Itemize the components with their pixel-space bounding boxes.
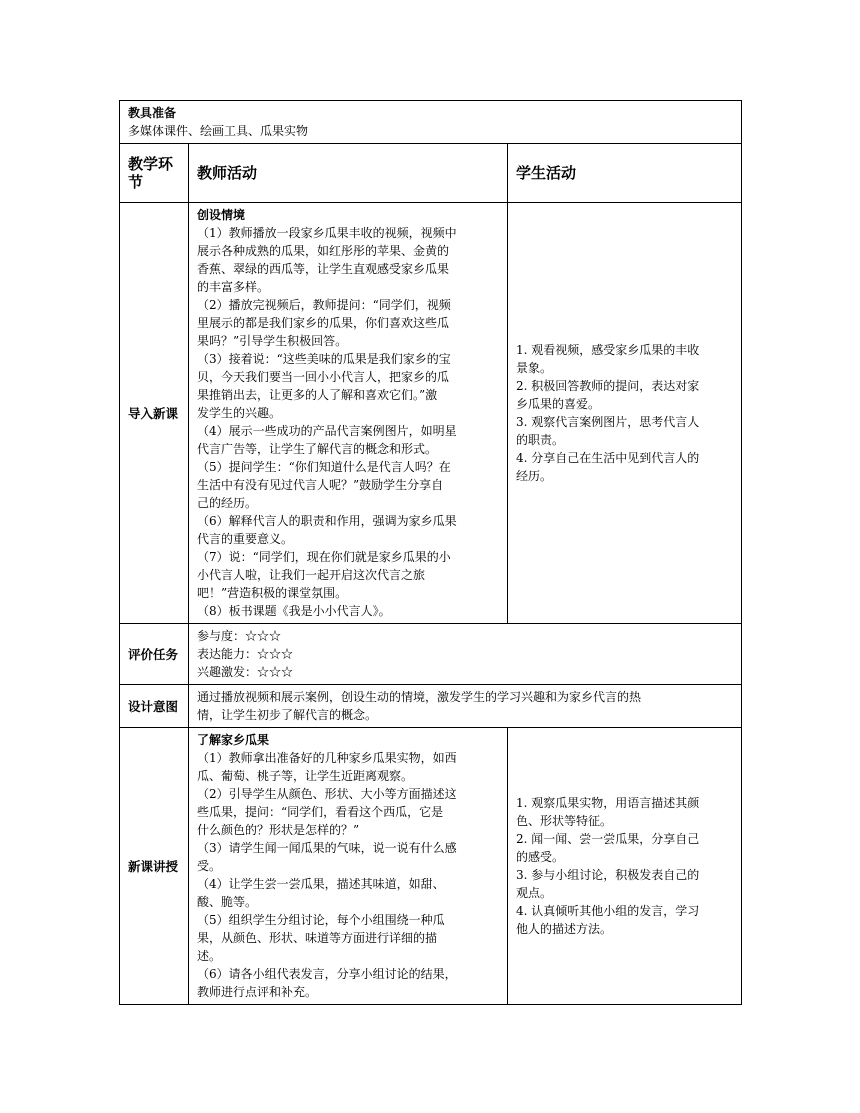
newlesson-label: 新课讲授 (120, 728, 189, 1005)
text-line: 香蕉、翠绿的西瓜等，让学生直观感受家乡瓜果 (197, 262, 450, 276)
text-line: （5）组织学生分组讨论，每个小组围绕一种瓜 (197, 913, 445, 927)
design-row (120, 685, 742, 728)
newlesson-row (120, 728, 742, 1005)
text-line: 乡瓜果的喜爱。 (516, 397, 601, 411)
text-line: 情，让学生初步了解代言的概念。 (197, 708, 378, 722)
lesson-plan-table (119, 100, 742, 1005)
text-line: 酸、脆等。 (197, 895, 258, 909)
text-line: 些瓜果，提问：“同学们，看看这个西瓜，它是 (197, 805, 444, 819)
text-line: 他人的描述方法。 (516, 922, 613, 936)
text-line: 述。 (197, 949, 222, 963)
eval-item: 兴趣激发：☆☆☆ (197, 665, 294, 679)
text-line: （5）提问学生：“你们知道什么是代言人吗？在 (197, 460, 451, 474)
prep-row (120, 101, 742, 144)
text-line: （1）教师播放一段家乡瓜果丰收的视频，视频中 (197, 226, 457, 240)
design-text (197, 688, 733, 724)
eval-item: 表达能力：☆☆☆ (197, 647, 294, 661)
text-line: 什么颜色的？形状是怎样的？” (197, 823, 360, 837)
text-line: 贝，今天我们要当一回小小代言人，把家乡的瓜 (197, 370, 450, 384)
header-student: 学生活动 (508, 144, 742, 203)
text-line: 的丰富多样。 (197, 280, 270, 294)
text-line: 的感受。 (516, 850, 565, 864)
text-line: 经历。 (516, 469, 553, 483)
text-line: （8）板书课题《我是小小代言人》。 (197, 604, 391, 618)
intro-teacher-cell (189, 203, 508, 624)
text-line: （2）引导学生从颜色、形状、大小等方面描述这 (197, 787, 457, 801)
prep-content: 多媒体课件、绘画工具、瓜果实物 (128, 124, 309, 138)
text-line: （3）请学生闻一闻瓜果的气味，说一说有什么感 (197, 841, 457, 855)
text-line: 吧！”营造积极的课堂氛围。 (197, 586, 348, 600)
text-line: 景象。 (516, 361, 553, 375)
newlesson-teacher-cell (189, 728, 508, 1005)
text-line: （4）让学生尝一尝瓜果，描述其味道，如甜、 (197, 877, 445, 891)
text-line: 2. 积极回答教师的提问，表达对家 (516, 379, 700, 393)
text-line: 果，从颜色、形状、味道等方面进行详细的描 (197, 931, 438, 945)
eval-items (197, 627, 733, 681)
text-line: 受。 (197, 859, 222, 873)
prep-cell (120, 101, 742, 144)
newlesson-teacher-activities (197, 749, 499, 1001)
text-line: 4. 认真倾听其他小组的发言，学习 (516, 904, 700, 918)
design-label: 设计意图 (120, 685, 189, 728)
text-line: （1）教师拿出准备好的几种家乡瓜果实物，如西 (197, 751, 457, 765)
text-line: 展示各种成熟的瓜果，如红彤彤的苹果、金黄的 (197, 244, 450, 258)
text-line: 发学生的兴趣。 (197, 406, 282, 420)
intro-label: 导入新课 (120, 203, 189, 624)
text-line: 果推销出去，让更多的人了解和喜欢它们。”激 (197, 388, 438, 402)
text-line: 1. 观察瓜果实物，用语言描述其颜 (516, 796, 700, 810)
eval-item: 参与度：☆☆☆ (197, 629, 282, 643)
text-line: （7）说：“同学们，现在你们就是家乡瓜果的小 (197, 550, 451, 564)
header-row (120, 144, 742, 203)
header-teacher: 教师活动 (189, 144, 508, 203)
text-line: 1. 观看视频，感受家乡瓜果的丰收 (516, 343, 700, 357)
text-line: （3）接着说：“这些美味的瓜果是我们家乡的宝 (197, 352, 451, 366)
eval-row (120, 624, 742, 685)
newlesson-student-cell (508, 728, 742, 1005)
text-line: 通过播放视频和展示案例，创设生动的情境，激发学生的学习兴趣和为家乡代言的热 (197, 690, 642, 704)
text-line: （4）展示一些成功的产品代言案例图片，如明星 (197, 424, 457, 438)
text-line: 小代言人啦，让我们一起开启这次代言之旅 (197, 568, 426, 582)
newlesson-teacher-title: 了解家乡瓜果 (197, 733, 270, 747)
intro-student-cell (508, 203, 742, 624)
text-line: 果吗？”引导学生积极回答。 (197, 334, 348, 348)
eval-label: 评价任务 (120, 624, 189, 685)
intro-student-activities (516, 341, 733, 485)
text-line: 代言的重要意义。 (197, 532, 294, 546)
text-line: （2）播放完视频后，教师提问：“同学们，视频 (197, 298, 451, 312)
text-line: 生活中有没有见过代言人呢？”鼓励学生分享自 (197, 478, 444, 492)
text-line: 4. 分享自己在生活中见到代言人的 (516, 451, 700, 465)
eval-cell (189, 624, 742, 685)
text-line: 的职责。 (516, 433, 565, 447)
text-line: 代言广告等，让学生了解代言的概念和形式。 (197, 442, 438, 456)
intro-row (120, 203, 742, 624)
text-line: 里展示的都是我们家乡的瓜果，你们喜欢这些瓜 (197, 316, 450, 330)
text-line: 己的经历。 (197, 496, 258, 510)
design-cell (189, 685, 742, 728)
intro-teacher-activities (197, 224, 499, 620)
text-line: 3. 参与小组讨论，积极发表自己的 (516, 868, 700, 882)
text-line: 3. 观察代言案例图片，思考代言人 (516, 415, 700, 429)
text-line: 2. 闻一闻、尝一尝瓜果，分享自己 (516, 832, 700, 846)
text-line: 色、形状等特征。 (516, 814, 613, 828)
prep-title: 教具准备 (128, 106, 177, 120)
lesson-plan-document (119, 100, 741, 1005)
intro-teacher-title: 创设情境 (197, 208, 246, 222)
text-line: （6）请各小组代表发言，分享小组讨论的结果， (197, 967, 457, 981)
text-line: 瓜、葡萄、桃子等，让学生近距离观察。 (197, 769, 414, 783)
text-line: 教师进行点评和补充。 (197, 985, 318, 999)
text-line: （6）解释代言人的职责和作用，强调为家乡瓜果 (197, 514, 457, 528)
header-stage: 教学环节 (120, 144, 189, 203)
text-line: 观点。 (516, 886, 553, 900)
newlesson-student-activities (516, 794, 733, 938)
